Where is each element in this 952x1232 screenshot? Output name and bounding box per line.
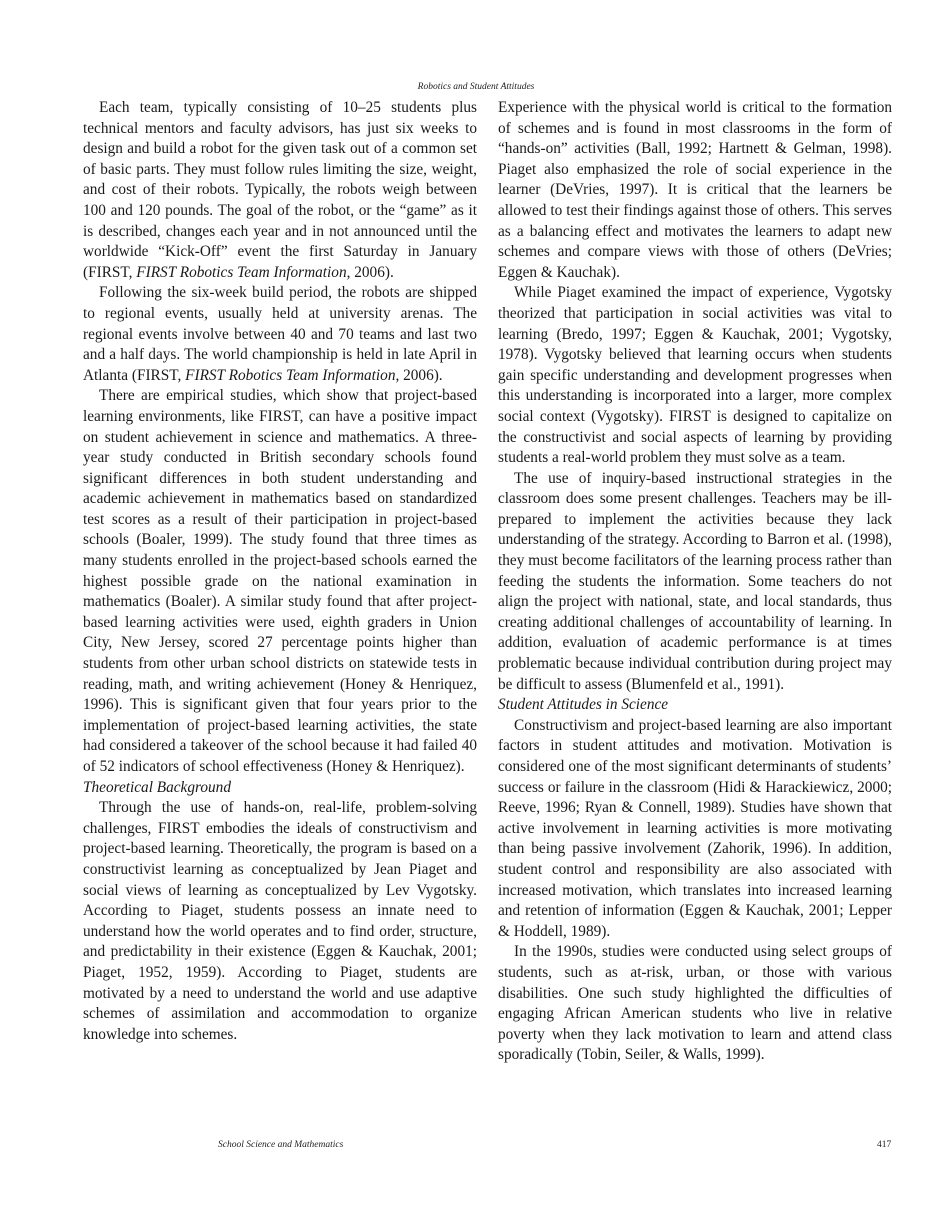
journal-name: School Science and Mathematics xyxy=(218,1140,344,1150)
italic-title: FIRST Robotics Team Information xyxy=(185,366,396,384)
paragraph: There are empirical studies, which show that project-based learning environments, like FIRST, can have a positive impact on student achievement in science and mathematics. A three-year study conducted in British secondary schools found significant differences in both student understanding and academic achievement in mathematics based on standardized test scores as a result of their participation in project-based schools (Boaler, 1999). The study found that three times as many students enrolled in the project-based schools earned the highest possible grade on the national examination in mathematics (Boaler). A similar study found that after project-based learning activities were used, eighth graders in Union City, New Jersey, scored 27 percentage points higher than students from other urban school districts on statewide tests in reading, math, and writing achievement (Honey & Henriquez, 1996). This is significant given that four years prior to the implementation of project-based learning activities, the state had considered a takeover of the school because it had failed 40 of 52 indicators of school effectiveness (Honey & Henriquez). xyxy=(83,387,477,775)
section-heading: Student Attitudes in Science xyxy=(498,696,669,714)
paragraph: In the 1990s, studies were conducted using select groups of students, such as at-risk, urban, or those with various disabilities. One such study highlighted the difficulties of engaging African American students who live in relative poverty when they lack motivation to learn and attend class sporadically (Tobin, Seiler, & Walls, 1999). xyxy=(498,943,892,1064)
left-column xyxy=(83,98,477,1045)
right-column xyxy=(498,98,892,1066)
paragraph: Following the six-week build period, the robots are shipped to regional events, usually held at university arenas. The regional events involve between 40 and 70 teams and last two and a half days. The world championship is held in late April in Atlanta (FIRST, FIRST Robotics Team Information, 2006). xyxy=(83,284,477,384)
page-number: 417 xyxy=(877,1140,892,1150)
paragraph: The use of inquiry-based instructional strategies in the classroom does some present challenges. Teachers may be ill-prepared to implement the activities because they lack understanding of the strategy. According to Barron et al. (1998), they must become facilitators of the learning process rather than feeding the students the information. Some teachers do not align the project with national, state, and local standards, thus creating additional challenges of accountability of learning. In addition, evaluation of academic performance is at times problematic because individual contribution during project may be difficult to assess (Blumenfeld et al., 1991). xyxy=(498,469,892,693)
paragraph: Each team, typically consisting of 10–25 students plus technical mentors and faculty advisors, has just six weeks to design and build a robot for the given task out of a common set of basic parts. They must follow rules limiting the size, weight, and cost of their robots. Typically, the robots weigh between 100 and 120 pounds. The goal of the robot, or the “game” as it is described, changes each year and in not announced until the worldwide “Kick-Off” event the first Saturday in January (FIRST, FIRST Robotics Team Information, 2006). xyxy=(83,99,477,281)
running-head: Robotics and Student Attitudes xyxy=(417,82,535,92)
paragraph: Experience with the physical world is critical to the formation of schemes and is found in most classrooms in the form of “hands-on” activities (Ball, 1992; Hartnett & Gelman, 1998). Piaget also emphasized the role of social experience in the learner (DeVries, 1997). It is critical that the learners be allowed to test their findings against those of others. This serves as a balancing effect and motivates the learners to adapt new schemes and compare views with those of others (DeVries; Eggen & Kauchak). xyxy=(498,99,892,281)
italic-title: FIRST Robotics Team Information xyxy=(136,263,347,281)
paragraph: Through the use of hands-on, real-life, problem-solving challenges, FIRST embodies the ideals of constructivism and project-based learning. Theoretically, the program is based on a constructivist learning as conceptualized by Jean Piaget and social views of learning as conceptualized by Lev Vygotsky. According to Piaget, students possess an innate need to understand how the world operates and to find order, structure, and predictability in their existence (Eggen & Kauchak, 2001; Piaget, 1952, 1959). According to Piaget, students are motivated by a need to understand the world and use adaptive schemes of assimilation and accommodation to organize knowledge into schemes. xyxy=(83,799,477,1043)
paragraph: Constructivism and project-based learning are also important factors in student attitudes and motivation. Motivation is considered one of the most significant determinants of students’ success or failure in the classroom (Hidi & Harackiewicz, 2000; Reeve, 1996; Ryan & Connell, 1989). Studies have shown that active involvement in learning activities is more motivating than being passive involvement (Zahorik, 1996). In addition, student control and responsibility are also associated with increased motivation, which translates into increased learning and retention of information (Eggen & Kauchak, 2001; Lepper & Hoddell, 1989). xyxy=(498,716,892,940)
paragraph: While Piaget examined the impact of experience, Vygotsky theorized that participation in social activities was vital to learning (Bredo, 1997; Eggen & Kauchak, 2001; Vygotsky, 1978). Vygotsky believed that learning occurs when students gain specific understanding and development progresses when this understanding is incorporated into a larger, more complex social context (Vygotsky). FIRST is designed to capitalize on the constructivist and social aspects of learning by providing students a real-world problem they must solve as a team. xyxy=(498,284,892,467)
section-heading: Theoretical Background xyxy=(83,778,231,796)
